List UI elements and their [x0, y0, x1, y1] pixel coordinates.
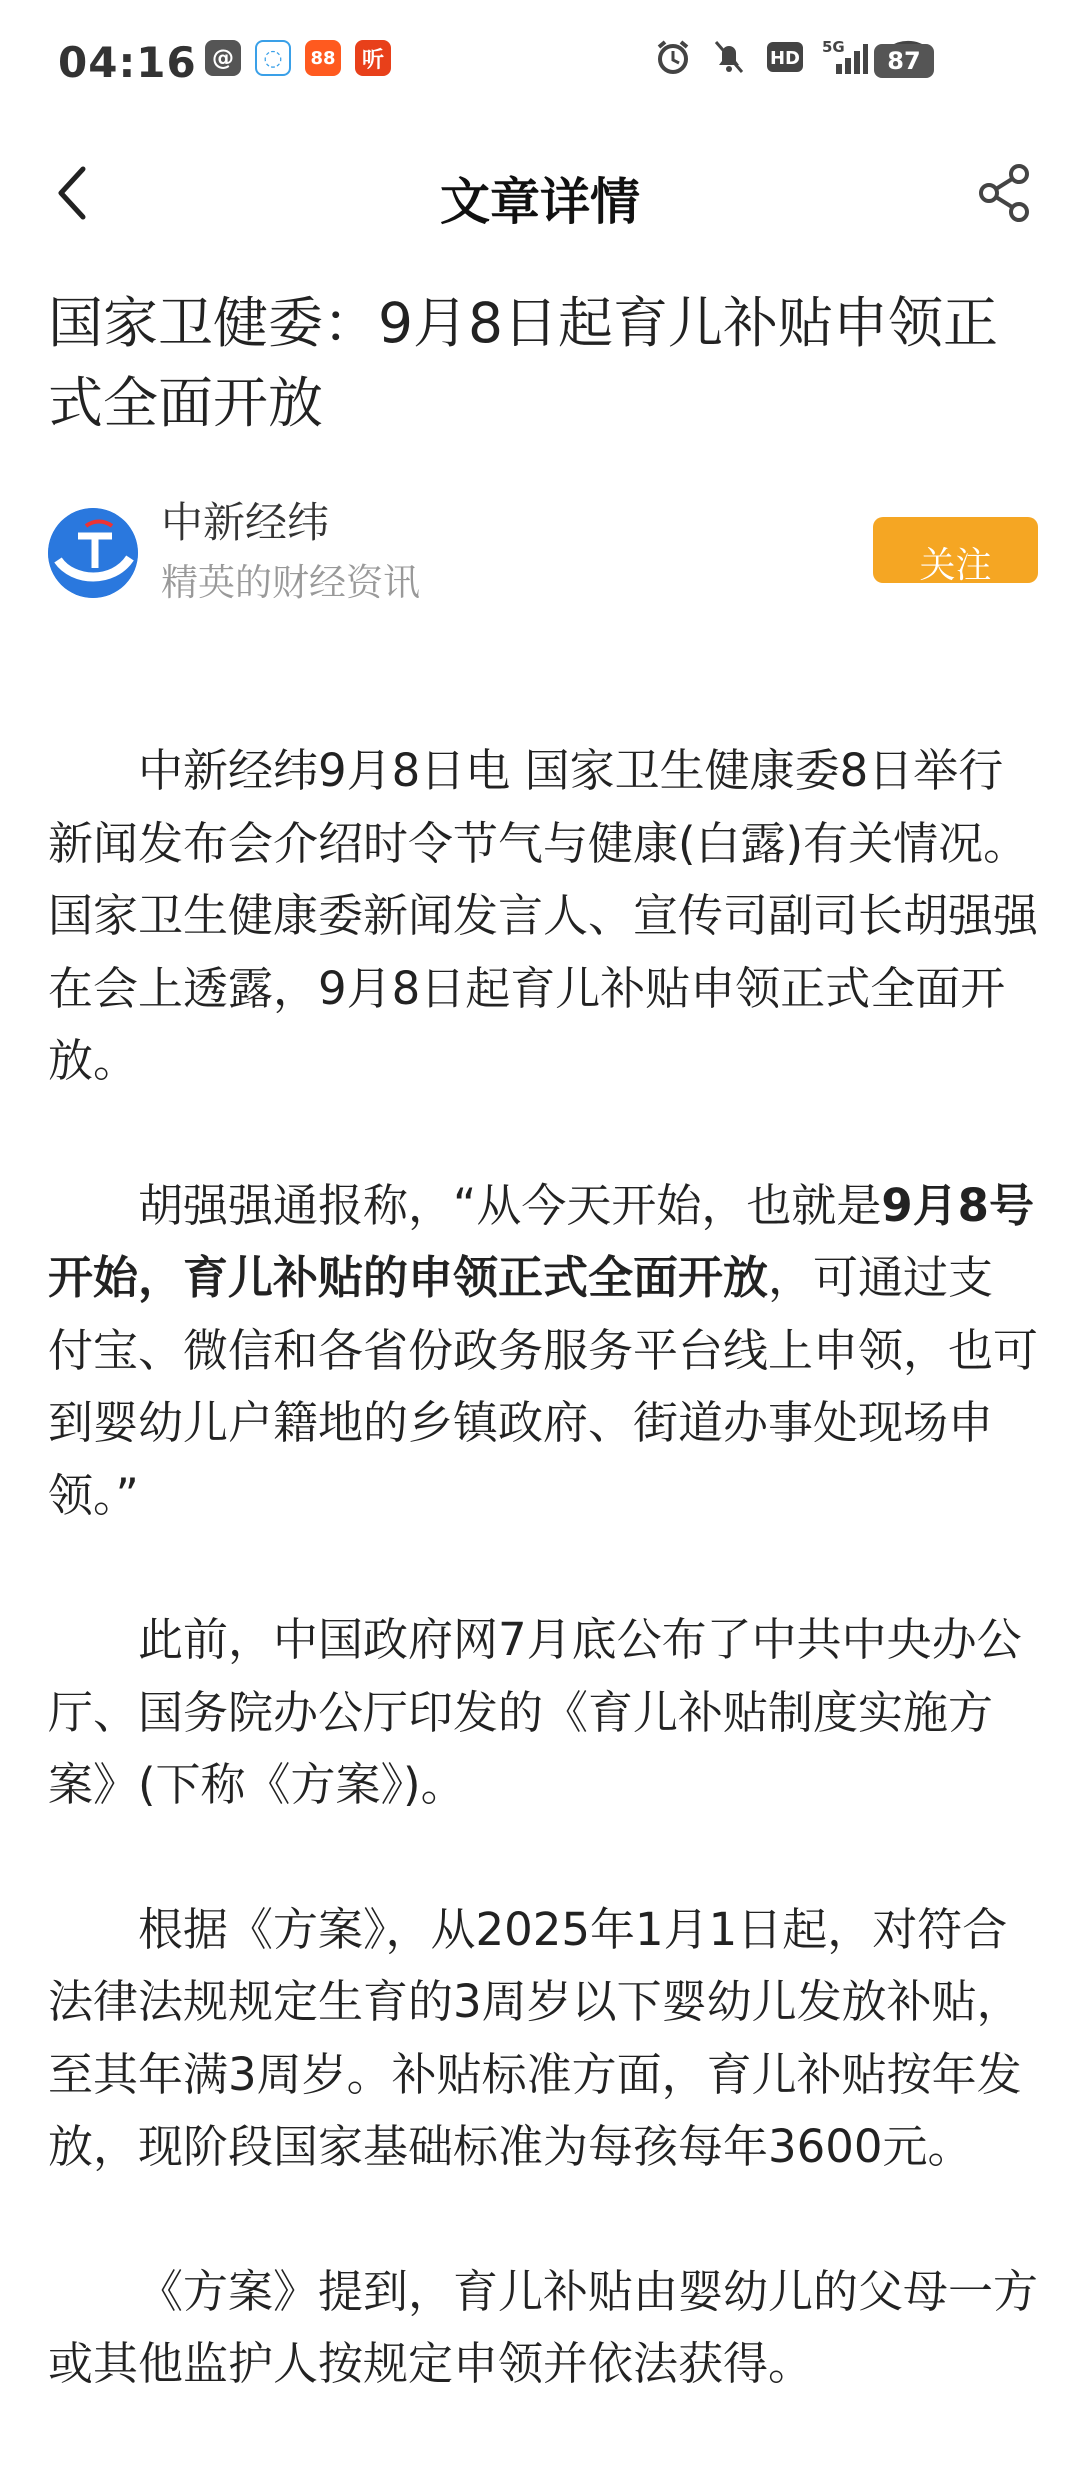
- status-bar: [0, 0, 1080, 125]
- notification-app-icons: [205, 40, 391, 76]
- status-time: 04:16: [58, 38, 197, 87]
- author-name[interactable]: 中新经纬: [161, 498, 330, 547]
- publisher-logo-icon: [48, 508, 138, 598]
- listen-icon: 听: [355, 40, 391, 76]
- page-title: 文章详情: [440, 173, 640, 231]
- mute-bell-icon: [710, 38, 748, 76]
- taobao-icon: 88: [305, 40, 341, 76]
- chat-icon: ◌: [255, 40, 291, 76]
- paragraph-text: 胡强强通报称，“从今天开始，也就是: [138, 1178, 882, 1232]
- article-title: 国家卫健委：9月8日起育儿补贴申领正式全面开放: [48, 291, 998, 435]
- paragraph-bold-text: 9月8号开始，育儿补贴的申领正式全面开放: [48, 1178, 1034, 1304]
- article-body: [48, 735, 1038, 2473]
- signal-5g-icon: [822, 38, 868, 76]
- author-avatar[interactable]: [48, 508, 138, 598]
- mail-icon: @: [205, 40, 241, 76]
- svg-text:HD: HD: [769, 48, 801, 69]
- share-icon: [977, 163, 1033, 223]
- paragraph: 《方案》提到，育儿补贴由婴幼儿的父母一方或其他监护人按规定申领并依法获得。: [48, 2264, 1039, 2390]
- battery-icon: 87: [874, 44, 934, 78]
- author-description: 精英的财经资讯: [161, 561, 420, 604]
- follow-button[interactable]: 关注: [873, 517, 1038, 583]
- paragraph: 中新经纬9月8日电 国家卫生健康委8日举行新闻发布会介绍时令节气与健康(白露)有关情况。国家卫生健康委新闻发言人、宣传司副司长胡强强在会上透露，9月8日起育儿补贴申领正式全面开放。: [48, 744, 1039, 1087]
- hd-icon: [766, 40, 804, 74]
- top-app-bar: [0, 140, 1080, 250]
- paragraph: 此前，中国政府网7月底公布了中共中央办公厅、国务院办公厅印发的《育儿补贴制度实施方案》(下称《方案》)。: [48, 1613, 1022, 1811]
- paragraph: 根据《方案》，从2025年1月1日起，对符合法律法规规定生育的3周岁以下婴幼儿发放补贴，至其年满3周岁。补贴标准方面，育儿补贴按年发放，现阶段国家基础标准为每孩每年3600元。: [48, 1902, 1022, 2173]
- paragraph-text: ，可通过支付宝、微信和各省份政务服务平台线上申领，也可到婴幼儿户籍地的乡镇政府、街道办事处现场申领。”: [48, 1251, 1039, 1522]
- author-row: [48, 490, 1038, 610]
- paragraph: [48, 1170, 1038, 1533]
- alarm-icon: [654, 38, 692, 76]
- svg-text:5G: 5G: [822, 38, 845, 56]
- share-button[interactable]: [970, 158, 1040, 228]
